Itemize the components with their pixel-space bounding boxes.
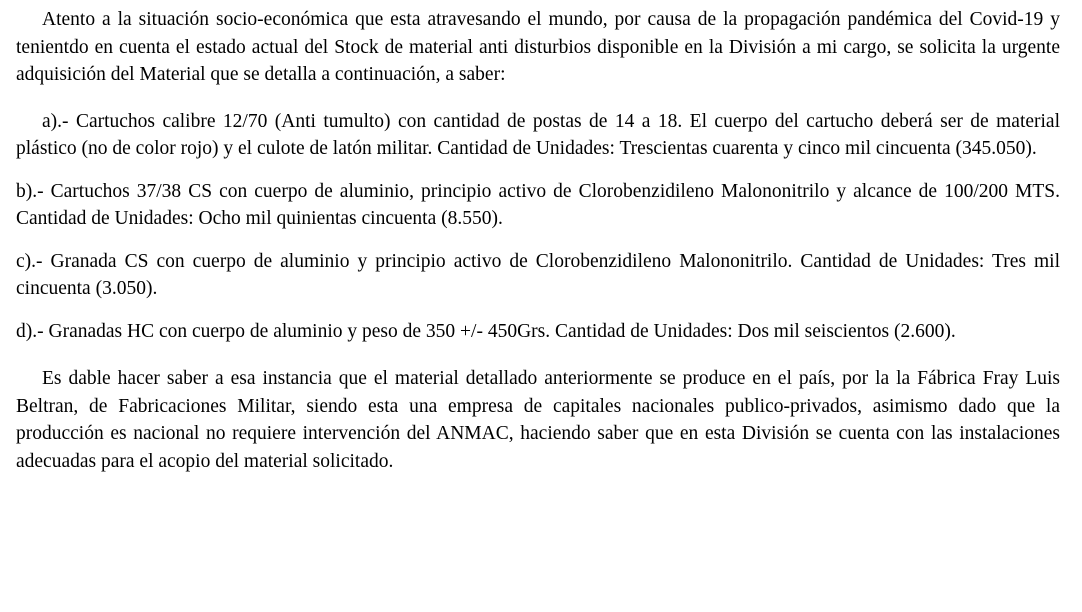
paragraph-spacer (16, 345, 1060, 365)
paragraph-spacer (16, 303, 1060, 318)
paragraph-item-d: d).- Granadas HC con cuerpo de aluminio y peso de 350 +/- 450Grs. Cantidad de Unidades: Dos mil seiscientos (2.600). (16, 320, 956, 342)
paragraph-item-b: b).- Cartuchos 37/38 CS con cuerpo de aluminio, principio activo de Clorobenzidileno Malononitrilo y alcance de 100/200 MTS. Cantidad de Unidades: Ocho mil quinientas cincuenta (8.550). (16, 180, 1060, 229)
paragraph-item-a: a).- Cartuchos calibre 12/70 (Anti tumulto) con cantidad de postas de 14 a 18. El cuerpo del cartucho deberá ser de material plástico (no de color rojo) y el culote de latón militar. Cantidad de Unidades: Trescientas cuarenta y cinco mil cincuenta (345.050). (16, 110, 1060, 159)
paragraph-closing: Es dable hacer saber a esa instancia que el material detallado anteriormente se produce en el país, por la la Fábrica Fray Luis Beltran, de Fabricaciones Militar, siendo esta una empresa de capitales nacionales publico-privados, asimismo dado que la producción es nacional no requiere intervención del ANMAC, haciendo saber que en esta División se cuenta con las instalaciones adecuadas para el acopio del material solicitado. (16, 368, 1060, 472)
paragraph-item-c: c).- Granada CS con cuerpo de aluminio y principio activo de Clorobenzidileno Malononitrilo. Cantidad de Unidades: Tres mil cincuenta (3.050). (16, 250, 1060, 299)
paragraph-spacer (16, 89, 1060, 108)
paragraph-intro: Atento a la situación socio-económica que esta atravesando el mundo, por causa de la propagación pandémica del Covid-19 y tenientdo en cuenta el estado actual del Stock de material anti disturbios disponible en la División a mi cargo, se solicita la urgente adquisición del Material que se detalla a continuación, a saber: (16, 9, 1060, 85)
paragraph-spacer (16, 163, 1060, 178)
paragraph-spacer (16, 233, 1060, 248)
